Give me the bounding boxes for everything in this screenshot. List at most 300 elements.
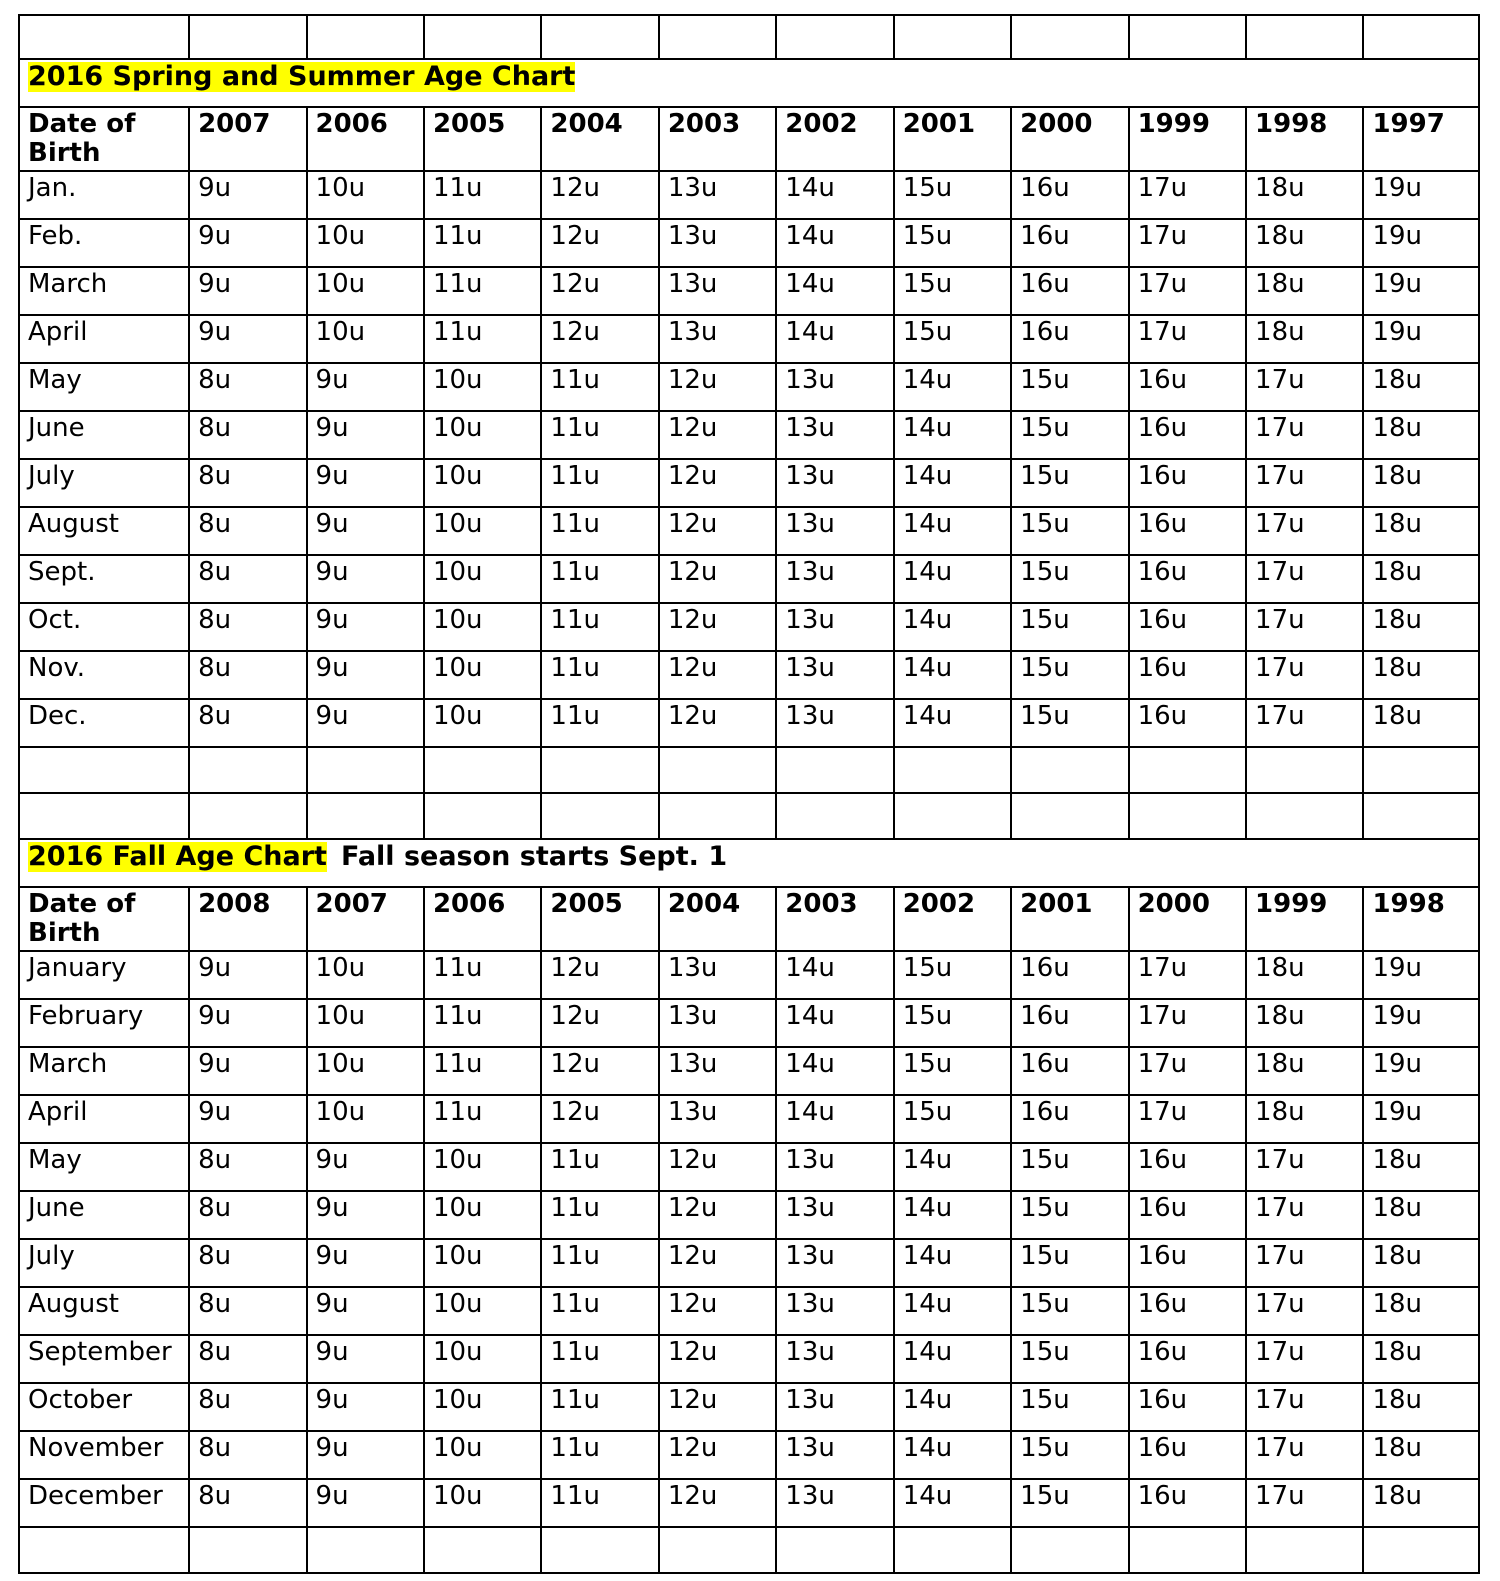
age-group-cell: 10u (307, 1095, 424, 1143)
age-group-cell: 11u (541, 555, 658, 603)
age-group-cell: 8u (189, 1239, 306, 1287)
age-group-cell: 16u (1011, 951, 1128, 999)
age-group-cell: 16u (1129, 459, 1246, 507)
bottom-blank-row (19, 1527, 1479, 1573)
age-group-cell: 10u (424, 555, 541, 603)
age-group-cell: 17u (1246, 363, 1363, 411)
age-group-cell: 9u (307, 555, 424, 603)
age-group-cell: 18u (1363, 1335, 1479, 1383)
age-group-cell: 17u (1246, 1335, 1363, 1383)
age-group-cell: 12u (659, 507, 776, 555)
age-group-cell: 10u (424, 363, 541, 411)
age-group-cell: 9u (189, 267, 306, 315)
month-cell: May (19, 363, 189, 411)
table-row (19, 267, 1479, 315)
age-group-cell: 10u (424, 1383, 541, 1431)
age-group-cell: 8u (189, 1383, 306, 1431)
age-group-cell: 15u (1011, 1239, 1128, 1287)
age-group-cell: 11u (541, 1287, 658, 1335)
empty-cell (541, 1527, 658, 1573)
age-group-cell: 10u (307, 219, 424, 267)
age-group-cell: 12u (541, 999, 658, 1047)
age-group-cell: 9u (189, 951, 306, 999)
empty-cell (307, 1527, 424, 1573)
age-group-cell: 13u (776, 603, 893, 651)
separator-blank-row-2 (19, 793, 1479, 839)
month-cell: March (19, 1047, 189, 1095)
age-group-cell: 16u (1011, 999, 1128, 1047)
age-group-cell: 17u (1246, 411, 1363, 459)
empty-cell (19, 15, 189, 59)
table-row (19, 651, 1479, 699)
age-group-cell: 14u (776, 267, 893, 315)
age-group-cell: 18u (1363, 1143, 1479, 1191)
fall-title-row (19, 839, 1479, 887)
age-group-cell: 16u (1129, 651, 1246, 699)
age-group-cell: 12u (659, 1287, 776, 1335)
empty-cell (894, 1527, 1011, 1573)
age-group-cell: 13u (659, 999, 776, 1047)
age-group-cell: 9u (307, 363, 424, 411)
header-year: 2005 (541, 887, 658, 951)
age-group-cell: 11u (541, 1191, 658, 1239)
age-group-cell: 9u (189, 219, 306, 267)
empty-cell (307, 15, 424, 59)
age-group-cell: 12u (541, 1047, 658, 1095)
age-group-cell: 17u (1129, 1095, 1246, 1143)
table-row (19, 999, 1479, 1047)
age-group-cell: 12u (659, 411, 776, 459)
age-group-cell: 15u (1011, 555, 1128, 603)
age-group-cell: 18u (1246, 315, 1363, 363)
age-group-cell: 14u (894, 1239, 1011, 1287)
age-group-cell: 12u (541, 267, 658, 315)
age-group-cell: 9u (189, 315, 306, 363)
age-group-cell: 14u (894, 1335, 1011, 1383)
age-group-cell: 14u (894, 1383, 1011, 1431)
age-group-cell: 12u (659, 1335, 776, 1383)
age-group-cell: 10u (424, 1431, 541, 1479)
age-group-cell: 18u (1363, 1431, 1479, 1479)
age-group-cell: 15u (1011, 1431, 1128, 1479)
empty-cell (1363, 1527, 1479, 1573)
age-group-cell: 18u (1246, 171, 1363, 219)
age-group-cell: 17u (1246, 1143, 1363, 1191)
age-group-cell: 18u (1246, 1095, 1363, 1143)
age-group-cell: 10u (424, 411, 541, 459)
table-row (19, 603, 1479, 651)
age-group-cell: 14u (894, 411, 1011, 459)
age-group-cell: 16u (1129, 1431, 1246, 1479)
age-group-cell: 16u (1011, 267, 1128, 315)
age-group-cell: 14u (894, 1287, 1011, 1335)
age-group-cell: 16u (1129, 1335, 1246, 1383)
age-group-cell: 8u (189, 1431, 306, 1479)
age-group-cell: 9u (307, 507, 424, 555)
age-group-cell: 18u (1363, 411, 1479, 459)
age-group-cell: 10u (424, 1191, 541, 1239)
age-group-cell: 16u (1011, 315, 1128, 363)
age-group-cell: 12u (659, 1191, 776, 1239)
age-group-cell: 16u (1011, 1047, 1128, 1095)
age-group-cell: 13u (776, 1479, 893, 1527)
age-group-cell: 18u (1363, 651, 1479, 699)
empty-cell (189, 793, 306, 839)
age-group-cell: 18u (1363, 1479, 1479, 1527)
age-group-cell: 15u (1011, 1287, 1128, 1335)
age-group-cell: 9u (307, 699, 424, 747)
empty-cell (424, 793, 541, 839)
header-date-of-birth-line1: Date of (28, 889, 136, 920)
age-group-cell: 11u (541, 507, 658, 555)
age-group-cell: 15u (1011, 507, 1128, 555)
age-group-cell: 10u (424, 1335, 541, 1383)
age-group-cell: 19u (1363, 1047, 1479, 1095)
table-row (19, 363, 1479, 411)
age-group-cell: 16u (1129, 1143, 1246, 1191)
age-group-cell: 14u (894, 507, 1011, 555)
empty-cell (1011, 1527, 1128, 1573)
month-cell: December (19, 1479, 189, 1527)
age-group-cell: 16u (1129, 1479, 1246, 1527)
age-group-cell: 12u (659, 1383, 776, 1431)
age-group-cell: 13u (776, 507, 893, 555)
age-group-cell: 18u (1363, 1287, 1479, 1335)
age-group-cell: 14u (894, 699, 1011, 747)
age-group-cell: 8u (189, 459, 306, 507)
age-group-cell: 15u (1011, 1191, 1128, 1239)
age-group-cell: 18u (1246, 951, 1363, 999)
spring-summer-title-row (19, 59, 1479, 107)
age-group-cell: 15u (1011, 603, 1128, 651)
table-row (19, 315, 1479, 363)
age-group-cell: 14u (776, 951, 893, 999)
age-group-cell: 11u (541, 1479, 658, 1527)
empty-cell (659, 1527, 776, 1573)
age-group-cell: 19u (1363, 1095, 1479, 1143)
header-date-of-birth (19, 887, 189, 951)
table-row (19, 555, 1479, 603)
age-group-cell: 10u (424, 1287, 541, 1335)
header-year: 2007 (307, 887, 424, 951)
month-cell: September (19, 1335, 189, 1383)
header-year: 2000 (1129, 887, 1246, 951)
age-group-cell: 11u (541, 651, 658, 699)
age-group-cell: 13u (776, 411, 893, 459)
age-group-cell: 14u (894, 555, 1011, 603)
age-group-cell: 10u (424, 1143, 541, 1191)
age-group-cell: 10u (307, 999, 424, 1047)
empty-cell (541, 793, 658, 839)
age-group-cell: 11u (424, 1047, 541, 1095)
age-group-cell: 15u (1011, 1479, 1128, 1527)
empty-cell (659, 15, 776, 59)
age-group-cell: 19u (1363, 219, 1479, 267)
header-date-of-birth-line1: Date of (28, 109, 136, 139)
age-group-cell: 10u (424, 699, 541, 747)
age-group-cell: 15u (1011, 651, 1128, 699)
age-group-cell: 10u (307, 951, 424, 999)
age-group-cell: 14u (776, 315, 893, 363)
age-group-cell: 17u (1129, 951, 1246, 999)
age-group-cell: 8u (189, 507, 306, 555)
header-year: 2005 (424, 107, 541, 171)
top-blank-row (19, 15, 1479, 59)
age-group-cell: 17u (1246, 1431, 1363, 1479)
age-group-cell: 13u (776, 651, 893, 699)
header-year: 1999 (1246, 887, 1363, 951)
empty-cell (1129, 1527, 1246, 1573)
month-cell: February (19, 999, 189, 1047)
month-cell: November (19, 1431, 189, 1479)
month-cell: Dec. (19, 699, 189, 747)
month-cell: Sept. (19, 555, 189, 603)
age-group-cell: 19u (1363, 267, 1479, 315)
age-group-cell: 9u (307, 651, 424, 699)
age-group-cell: 16u (1129, 363, 1246, 411)
age-group-cell: 13u (776, 699, 893, 747)
age-group-cell: 18u (1363, 1191, 1479, 1239)
header-year: 1998 (1363, 887, 1479, 951)
age-group-cell: 15u (894, 315, 1011, 363)
age-group-cell: 14u (894, 1479, 1011, 1527)
age-group-cell: 13u (659, 1095, 776, 1143)
empty-cell (776, 15, 893, 59)
age-group-cell: 12u (659, 651, 776, 699)
age-group-cell: 11u (541, 603, 658, 651)
age-chart-body (19, 15, 1479, 1573)
age-group-cell: 17u (1129, 999, 1246, 1047)
age-group-cell: 8u (189, 1143, 306, 1191)
table-row (19, 411, 1479, 459)
header-year: 1998 (1246, 107, 1363, 171)
age-group-cell: 15u (1011, 1143, 1128, 1191)
age-group-cell: 9u (189, 171, 306, 219)
age-group-cell: 10u (424, 1479, 541, 1527)
age-group-cell: 11u (424, 951, 541, 999)
table-row (19, 1383, 1479, 1431)
age-group-cell: 12u (659, 1431, 776, 1479)
table-row (19, 699, 1479, 747)
header-year: 1997 (1363, 107, 1479, 171)
header-year: 1999 (1129, 107, 1246, 171)
age-group-cell: 14u (894, 363, 1011, 411)
age-group-cell: 9u (307, 1143, 424, 1191)
empty-cell (776, 793, 893, 839)
age-group-cell: 12u (659, 1239, 776, 1287)
age-group-cell: 15u (894, 219, 1011, 267)
age-group-cell: 17u (1129, 1047, 1246, 1095)
age-group-cell: 18u (1363, 1239, 1479, 1287)
age-group-cell: 10u (307, 267, 424, 315)
age-group-cell: 16u (1129, 507, 1246, 555)
age-group-cell: 15u (1011, 459, 1128, 507)
age-group-cell: 8u (189, 411, 306, 459)
age-group-cell: 16u (1129, 1383, 1246, 1431)
age-group-cell: 16u (1129, 1287, 1246, 1335)
table-row (19, 1095, 1479, 1143)
spring-summer-header-row (19, 107, 1479, 171)
age-group-cell: 12u (659, 555, 776, 603)
age-group-cell: 18u (1246, 219, 1363, 267)
age-group-cell: 10u (307, 315, 424, 363)
age-group-cell: 11u (541, 1335, 658, 1383)
age-group-cell: 11u (424, 315, 541, 363)
age-group-cell: 14u (894, 1191, 1011, 1239)
header-year: 2002 (776, 107, 893, 171)
empty-cell (1011, 15, 1128, 59)
table-row (19, 1479, 1479, 1527)
age-group-cell: 16u (1129, 411, 1246, 459)
age-group-cell: 15u (1011, 1335, 1128, 1383)
age-group-cell: 18u (1363, 363, 1479, 411)
header-year: 2001 (894, 107, 1011, 171)
month-cell: June (19, 411, 189, 459)
age-group-cell: 14u (894, 459, 1011, 507)
month-cell: April (19, 1095, 189, 1143)
header-year: 2002 (894, 887, 1011, 951)
age-group-cell: 15u (894, 951, 1011, 999)
empty-cell (659, 793, 776, 839)
age-group-cell: 16u (1129, 603, 1246, 651)
age-group-cell: 8u (189, 1287, 306, 1335)
age-group-cell: 9u (189, 1047, 306, 1095)
age-group-cell: 9u (189, 999, 306, 1047)
age-group-cell: 18u (1363, 1383, 1479, 1431)
header-year: 2003 (659, 107, 776, 171)
age-group-cell: 14u (776, 219, 893, 267)
age-group-cell: 17u (1246, 699, 1363, 747)
age-group-cell: 8u (189, 1191, 306, 1239)
empty-cell (189, 1527, 306, 1573)
table-row (19, 1047, 1479, 1095)
age-group-cell: 17u (1246, 603, 1363, 651)
age-group-cell: 12u (659, 363, 776, 411)
table-row (19, 1335, 1479, 1383)
age-group-cell: 15u (1011, 411, 1128, 459)
empty-cell (424, 15, 541, 59)
header-year: 2006 (307, 107, 424, 171)
age-group-cell: 18u (1363, 507, 1479, 555)
table-row (19, 1191, 1479, 1239)
age-chart-table (18, 14, 1480, 1574)
header-year: 2004 (541, 107, 658, 171)
age-group-cell: 10u (424, 651, 541, 699)
empty-cell (1246, 793, 1363, 839)
age-group-cell: 16u (1129, 1239, 1246, 1287)
age-group-cell: 13u (776, 1143, 893, 1191)
empty-cell (19, 1527, 189, 1573)
empty-cell (1129, 747, 1246, 793)
empty-cell (19, 793, 189, 839)
age-group-cell: 18u (1246, 267, 1363, 315)
age-group-cell: 9u (307, 459, 424, 507)
empty-cell (307, 793, 424, 839)
header-year: 2007 (189, 107, 306, 171)
age-group-cell: 13u (659, 1047, 776, 1095)
age-group-cell: 13u (776, 1431, 893, 1479)
empty-cell (776, 747, 893, 793)
age-group-cell: 18u (1246, 1047, 1363, 1095)
age-group-cell: 9u (307, 1239, 424, 1287)
empty-cell (776, 1527, 893, 1573)
age-group-cell: 17u (1129, 267, 1246, 315)
month-cell: Jan. (19, 171, 189, 219)
empty-cell (19, 747, 189, 793)
age-group-cell: 14u (894, 1143, 1011, 1191)
age-group-cell: 9u (189, 1095, 306, 1143)
table-row (19, 1239, 1479, 1287)
age-group-cell: 12u (541, 171, 658, 219)
age-group-cell: 15u (894, 1095, 1011, 1143)
empty-cell (894, 793, 1011, 839)
age-group-cell: 14u (776, 1047, 893, 1095)
age-group-cell: 19u (1363, 171, 1479, 219)
age-group-cell: 11u (541, 411, 658, 459)
age-group-cell: 13u (776, 1287, 893, 1335)
age-group-cell: 11u (541, 1143, 658, 1191)
empty-cell (1129, 793, 1246, 839)
age-group-cell: 18u (1363, 603, 1479, 651)
empty-cell (424, 747, 541, 793)
header-date-of-birth-line2: Birth (28, 138, 101, 169)
age-group-cell: 16u (1129, 699, 1246, 747)
age-group-cell: 10u (424, 603, 541, 651)
age-group-cell: 13u (659, 951, 776, 999)
empty-cell (541, 15, 658, 59)
header-year: 2003 (776, 887, 893, 951)
age-group-cell: 11u (541, 1239, 658, 1287)
table-row (19, 219, 1479, 267)
table-row (19, 1287, 1479, 1335)
age-group-cell: 11u (424, 219, 541, 267)
age-group-cell: 15u (894, 171, 1011, 219)
fall-title-row-note: Fall season starts Sept. 1 (340, 841, 728, 873)
age-group-cell: 13u (776, 1191, 893, 1239)
age-group-cell: 16u (1129, 1191, 1246, 1239)
age-group-cell: 8u (189, 699, 306, 747)
month-cell: Nov. (19, 651, 189, 699)
spring-summer-title-row-text: 2016 Spring and Summer Age Chart (28, 61, 576, 92)
month-cell: April (19, 315, 189, 363)
age-group-cell: 14u (776, 999, 893, 1047)
month-cell: Oct. (19, 603, 189, 651)
empty-cell (894, 15, 1011, 59)
header-year: 2006 (424, 887, 541, 951)
age-group-cell: 11u (541, 699, 658, 747)
table-row (19, 507, 1479, 555)
age-group-cell: 11u (424, 999, 541, 1047)
age-group-cell: 15u (1011, 363, 1128, 411)
age-group-cell: 11u (541, 1431, 658, 1479)
age-group-cell: 18u (1246, 999, 1363, 1047)
age-group-cell: 8u (189, 1335, 306, 1383)
empty-cell (307, 747, 424, 793)
fall-title-row-cell (19, 839, 1479, 887)
month-cell: August (19, 507, 189, 555)
age-group-cell: 14u (776, 171, 893, 219)
age-group-cell: 8u (189, 1479, 306, 1527)
age-group-cell: 12u (541, 951, 658, 999)
month-cell: January (19, 951, 189, 999)
age-group-cell: 15u (894, 1047, 1011, 1095)
header-date-of-birth-line2: Birth (28, 918, 101, 949)
age-group-cell: 13u (659, 315, 776, 363)
age-group-cell: 13u (776, 459, 893, 507)
age-group-cell: 11u (541, 363, 658, 411)
age-group-cell: 8u (189, 651, 306, 699)
empty-cell (1363, 15, 1479, 59)
